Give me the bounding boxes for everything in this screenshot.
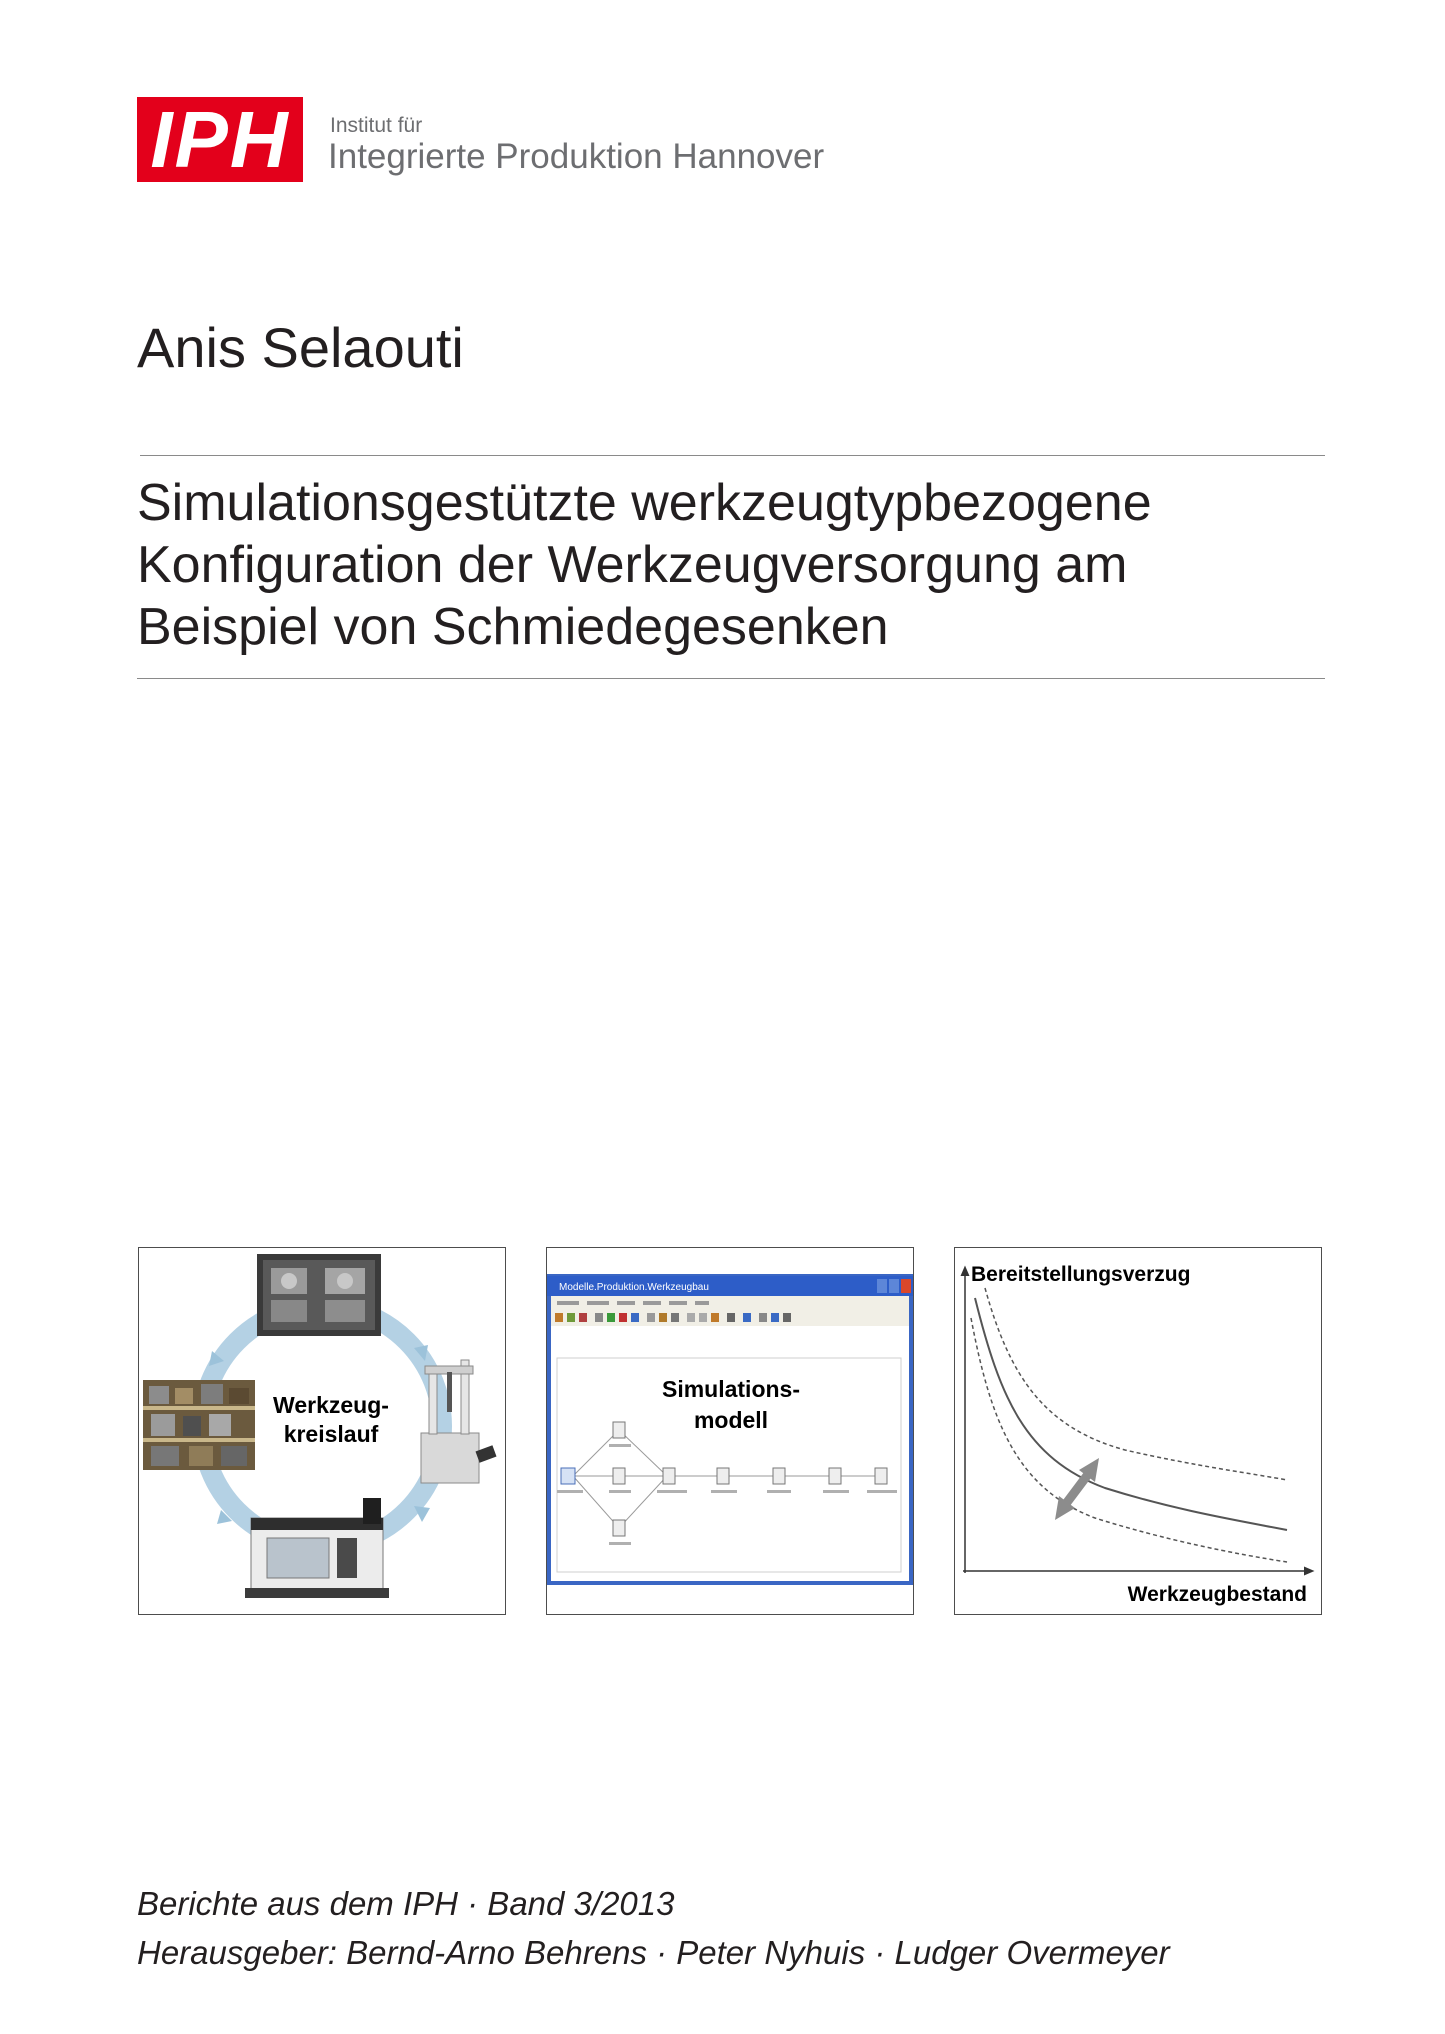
cycle-label-line-1: Werkzeug- (273, 1392, 389, 1418)
cycle-label-line-2: kreislauf (283, 1421, 379, 1447)
double-arrow-icon (1055, 1458, 1099, 1520)
window-title: Modelle.Produktion.Werkzeugbau (559, 1282, 709, 1293)
minimize-icon (877, 1279, 887, 1293)
title-line-2: Konfiguration der Werkzeugversorgung am (137, 536, 1128, 594)
logo-institute-name: Integrierte Produktion Hannover (328, 137, 825, 176)
close-icon (901, 1279, 911, 1293)
logo-institute-line: Institut für (330, 114, 423, 137)
inventory-delay-chart (955, 1248, 1321, 1614)
chart-x-label: Werkzeugbestand (1127, 1583, 1307, 1606)
editors-info: Herausgeber: Bernd-Arno Behrens · Peter Nyhuis · Ludger Overmeyer (137, 1934, 1170, 1971)
simulation-label-line-1: Simulations- (661, 1376, 801, 1402)
inventory-delay-chart-panel (954, 1247, 1322, 1615)
title-line-3: Beispiel von Schmiedegesenken (137, 598, 889, 656)
series-info: Berichte aus dem IPH · Band 3/2013 (137, 1885, 675, 1922)
tool-storage-photo (143, 1380, 255, 1470)
title-line-1: Simulationsgestützte werkzeugtypbezogene (137, 474, 1152, 532)
simulation-label-line-2: modell (693, 1407, 769, 1433)
lower-bound-curve (971, 1318, 1287, 1562)
measuring-machine-image (421, 1360, 497, 1483)
tool-cycle-panel (138, 1247, 506, 1615)
mean-curve (975, 1298, 1287, 1530)
book-title (137, 472, 1327, 658)
machining-center-image (245, 1498, 389, 1598)
upper-bound-curve (985, 1288, 1287, 1480)
divider-bottom (137, 678, 1325, 679)
author-name: Anis Selaouti (137, 316, 464, 379)
iph-logo: IPH (137, 97, 303, 182)
simulation-window-screenshot (547, 1248, 913, 1614)
divider-top (140, 455, 1325, 456)
simulation-model-panel (546, 1247, 914, 1615)
chart-y-label: Bereitstellungsverzug (971, 1263, 1191, 1286)
maximize-icon (889, 1279, 899, 1293)
tool-cycle-illustration (139, 1248, 505, 1614)
forging-die-photo (257, 1254, 381, 1336)
